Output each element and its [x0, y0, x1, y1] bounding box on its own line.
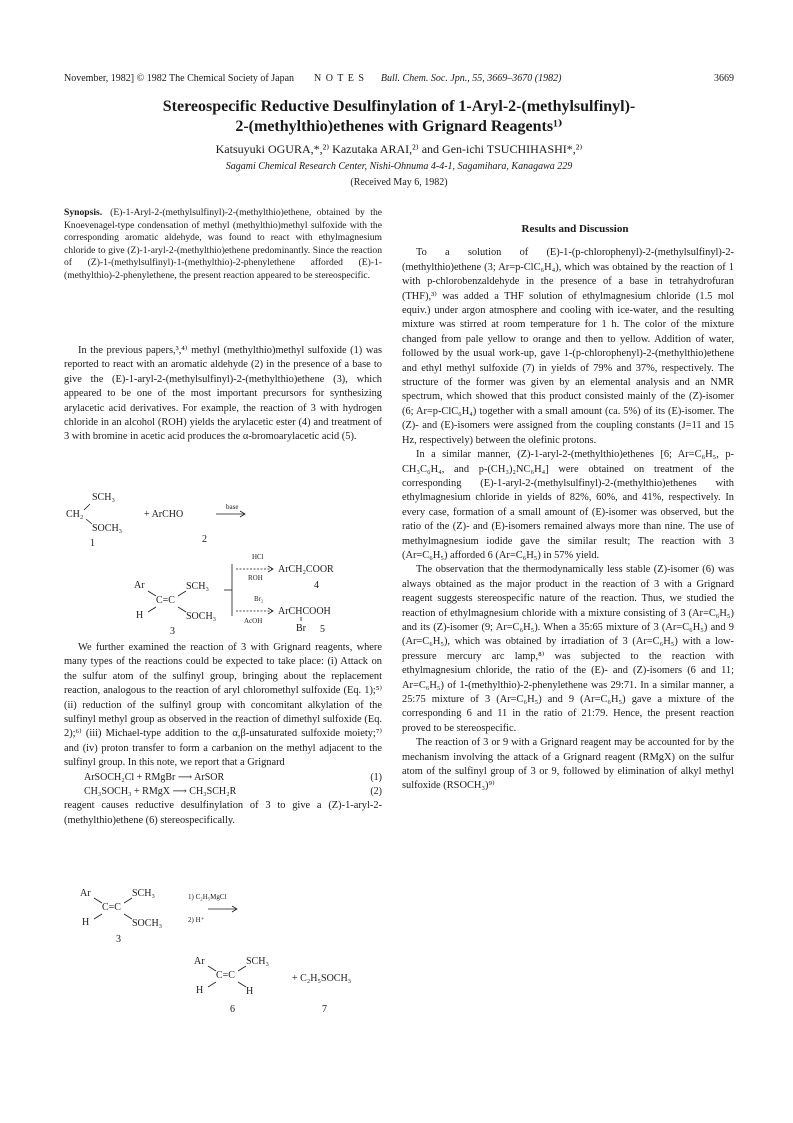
bond-line	[124, 898, 132, 903]
scheme2-plus-sulfoxide: + C₂H₅SOCH₃	[292, 973, 352, 984]
bond-line	[178, 607, 186, 612]
section-heading-results: Results and Discussion	[521, 223, 629, 235]
scheme1-cc: C=C	[156, 595, 175, 606]
scheme1-base: base	[226, 503, 239, 511]
scheme1-sch3: SCH₃	[92, 492, 115, 503]
synopsis-label: Synopsis.	[64, 207, 103, 218]
title-line-1: Stereospecific Reductive Desulfinylation of 1-Aryl-2-(methylsulfinyl)-	[162, 98, 636, 115]
scheme1-ch2: CH₂	[66, 509, 84, 520]
scheme2-h-right: H	[246, 986, 254, 997]
right-column	[402, 222, 734, 794]
affiliation: Sagami Chemical Research Center, Nishi-Ohnuma 4-4-1, Sagamihara, Kanagawa 229	[225, 161, 573, 172]
results-paragraph-2: In a similar manner, (Z)-1-aryl-2-(methylthio)ethenes [6; Ar=C₆H₅, p-CH₃C₆H₄, and p-(CH₃)₂NC₆H₄] were obtained on treatment of the corresponding (E)-1-aryl-2-(methylsulfinyl)-2-(methylthio)ethenes with ethylmagnesium chloride in yields of 82%, 60%, and 41%, respectively. In every case, formation of a small amount of (E)-isomer was observed, but the ratio of the (Z)- and (E)-isomers remained always more than nine. The use of methylmagnesium iodide gave the similar result; The reaction with 3 (Ar=C₆H₅) afforded 6 (Ar=C₆H₅) in 57% yield.	[402, 449, 734, 561]
bond-line	[208, 982, 216, 987]
scheme1-label-1: 1	[90, 538, 95, 549]
scheme1-label-4: 4	[314, 580, 319, 591]
scheme1-label-2: 2	[202, 534, 207, 545]
bond-line	[208, 966, 216, 971]
scheme1-plus-aldehyde: + ArCHO	[144, 509, 184, 520]
bond-line	[94, 898, 102, 903]
equation-1	[64, 771, 382, 785]
paragraph-grignard: We further examined the reaction of 3 with Grignard reagents, where many types of the reactions could be expected to take place: (i) Attack on the sulfur atom of the sulfinyl group, bringing about the replacement reaction, analogous to the reaction of aryl chloromethyl sulfoxide (Eq. 1);⁵⁾ (ii) reduction of the sulfinyl group with concomitant alkylation of the sulfinyl methyl group as observed in the reaction of dimethyl sulfoxide (Eq. 2);⁶⁾ (iii) Michael-type addition to the α,β-unsaturated sulfoxide moiety;⁷⁾ and (iv) proton transfer to form a carbanion on the methyl adjacent to the sulfinyl group. In this note, we report that a Grignard	[64, 642, 382, 769]
bond-line	[238, 982, 246, 987]
equation-1-number: (1)	[370, 771, 382, 783]
scheme2-label-3: 3	[116, 934, 121, 945]
bond-line	[124, 914, 132, 919]
article-title	[64, 97, 734, 137]
scheme2-soch3: SOCH₃	[132, 918, 163, 929]
results-paragraph-3: The observation that the thermodynamically less stable (Z)-isomer (6) was always obtained as the major product in the reaction of 3 with a Grignard reagent suggests stereospecific nature of the reaction. Thus, we studied the reaction of ethylmagnesium chloride with a mixture consisting of 3 (Ar=C₆H₅) and its (Z)-isomer (9; Ar=C₆H₅). When a 35:65 mixture of 3 (Ar=C₆H₅) and 9 (Ar=C₆H₅), which was obtained by irradiation of 3 (Ar=C₆H₅) with a low-pressure mercury arc lamp,⁸⁾ was subjected to the reaction with ethylmagnesium chloride, the ratio of the (E)- and (Z)-isomers (6 and 11; Ar=C₆H₅) of 1-(methylthio)-2-phenylethene was 29:71. In a similar manner, a 25:75 mixture of 3 (Ar=C₆H₅) and 9 (Ar=C₆H₅) gave a mixture of the corresponding 6 and 11 in the ratio of 21:79. Hence, the present reaction proved to be stereospecific.	[402, 564, 734, 734]
scheme1-br: Br	[296, 623, 306, 634]
equation-2-text: CH₃SOCH₃ + RMgX ⟶ CH₃SCH₂R	[84, 786, 237, 798]
results-paragraph-1: To a solution of (E)-1-(p-chlorophenyl)-2-(methylsulfinyl)-2-(methylthio)ethene (3; Ar=p-ClC₆H₄), which was obtained by the reaction of 1 with p-chlorobenzaldehyde in the presence of a base in tetrahydrofuran (THF),³⁾ was added a THF solution of ethylmagnesium chloride (1.5 mol equiv.) under argon atmosphere and cooling with ice-water, and the resulting mixture was stirred at room temperature for 1 h. The color of the mixture changed from pale yellow to orange and then to yellow. Addition of water, followed by the usual work-up, gave 1-(p-chlorophenyl)-2-(methylthio)ethene and ethyl methyl sulfoxide (7) in yields of 79% and 37%, respectively. The structure of the former was given by an elemental analysis and an NMR spectrum, which showed that this product consisted mainly of the (Z)-isomer (6; Ar=p-ClC₆H₄) together with a small amount (ca. 5%) of its (E)-isomer. The (Z)- and (E)-isomers were assigned from the coupling constants (J=11 and 15 Hz, respectively) between the olefinic protons.	[402, 247, 734, 446]
left-paragraph-1	[64, 344, 382, 445]
equation-2-number: (2)	[370, 786, 382, 798]
left-paragraph-2	[64, 641, 382, 828]
scheme2-h-left: H	[196, 985, 204, 996]
bond-line	[94, 914, 102, 919]
bond-line	[178, 591, 186, 596]
scheme2-label-6: 6	[230, 1004, 235, 1015]
scheme2-label-7: 7	[322, 1004, 327, 1015]
scheme2-cc: C=C	[102, 902, 121, 913]
synopsis	[64, 207, 382, 283]
synopsis-text: (E)-1-Aryl-2-(methylsulfinyl)-2-(methylthio)ethene, obtained by the Knoevenagel-type condensation of methyl (methylthio)methyl sulfoxide with the corresponding aromatic aldehyde, was found to react with ethylmagnesium chloride to give (Z)-1-aryl-2-(methylthio)ethene predominantly. Since the reaction of (Z)-1-(methylsulfinyl)-1-(methylthio)-2-phenylethene afforded (E)-1-(methylthio)-2-phenylethene, the present reaction appeared to be stereospecific.	[64, 207, 382, 281]
bond-line	[84, 504, 90, 510]
page-number: 3669	[714, 73, 734, 84]
scheme1-soch3-b: SOCH₃	[186, 611, 217, 622]
scheme1-acoh: AcOH	[244, 617, 263, 625]
header-date-copyright: November, 1982] © 1982 The Chemical Society of Japan	[64, 73, 295, 84]
paragraph-desulfinylation: reagent causes reductive desulfinylation of 3 to give a (Z)-1-aryl-2-(methylthio)ethene (6) stereospecifically.	[64, 800, 382, 826]
scheme1-ar: Ar	[134, 580, 145, 591]
title-line-2: 2-(methylthio)ethenes with Grignard Reagents¹⁾	[235, 118, 563, 135]
scheme1-soch3: SOCH₃	[92, 523, 123, 534]
scheme1-product-4: ArCH₂COOR	[278, 564, 334, 575]
running-header	[64, 73, 734, 84]
equation-1-text: ArSOCH₂Cl + RMgBr ⟶ ArSOR	[84, 771, 225, 783]
paragraph-intro: In the previous papers,³,⁴⁾ methyl (methylthio)methyl sulfoxide (1) was reported to react with an aromatic aldehyde (2) in the presence of a base to give the (E)-1-aryl-2-(methylsulfinyl)-2-(methylthio)ethene (3), which appeared to be one of the most important precursors for synthesizing arylacetic acid derivatives. For example, the reaction of 3 with hydrogen chloride in an alcohol (ROH) yields the arylacetic ester (4) and treatment of 3 with bromine in acetic acid produces the α-bromoarylacetic acid (5).	[64, 345, 382, 443]
scheme1-h: H	[136, 610, 144, 621]
scheme1-roh: ROH	[248, 574, 263, 582]
equation-2	[64, 785, 382, 799]
received-date: (Received May 6, 1982)	[350, 177, 448, 188]
bond-line	[148, 591, 156, 596]
scheme2-step-2: 2) H⁺	[188, 916, 205, 924]
scheme2-step-1: 1) C₂H₅MgCl	[188, 893, 227, 901]
scheme2-h: H	[82, 917, 90, 928]
scheme1-label-5: 5	[320, 624, 325, 635]
reaction-scheme-1	[64, 490, 382, 635]
scheme1-label-3: 3	[170, 626, 175, 635]
scheme2-sch3-product: SCH₃	[246, 956, 269, 967]
header-citation: Bull. Chem. Soc. Jpn., 55, 3669–3670 (1982)	[380, 73, 562, 84]
reaction-scheme-2	[64, 884, 382, 1024]
scheme1-product-5: ArCHCOOH	[278, 606, 331, 617]
bond-line	[238, 966, 246, 971]
results-paragraph-4: The reaction of 3 or 9 with a Grignard reagent may be accounted for by the mechanism involving the attack of a Grignard reagent (RMgX) on the sulfur atom of the sulfinyl group of 3 or 9, followed by elimination of alkyl methyl sulfoxide (RSOCH₃)⁹⁾	[402, 737, 734, 792]
scheme2-cc-product: C=C	[216, 970, 235, 981]
authors: Katsuyuki OGURA,*,²⁾ Kazutaka ARAI,²⁾ and Gen-ichi TSUCHIHASHI*,²⁾	[215, 142, 583, 156]
scheme2-ar-product: Ar	[194, 956, 205, 967]
scheme1-br2: Br₂	[254, 595, 264, 603]
scheme1-hcl: HCl	[252, 553, 264, 561]
scheme2-ar: Ar	[80, 888, 91, 899]
bond-line	[148, 607, 156, 612]
scheme1-sch3-b: SCH₃	[186, 581, 209, 592]
header-section: N O T E S	[314, 73, 365, 84]
scheme2-sch3: SCH₃	[132, 888, 155, 899]
